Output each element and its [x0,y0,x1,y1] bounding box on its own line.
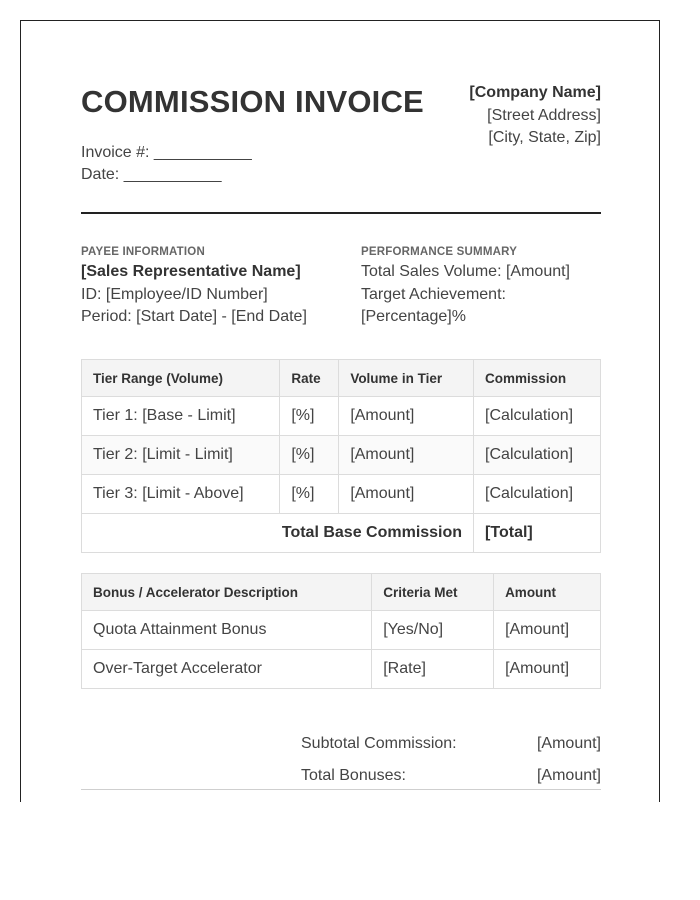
payee-heading: PAYEE INFORMATION [81,246,205,258]
volume-cell: [Amount] [339,475,474,514]
column-header: Bonus / Accelerator Description [82,574,372,611]
company-address-block [469,82,601,150]
volume-cell: [Amount] [339,397,474,436]
header-divider [81,212,601,214]
company-name: [Company Name] [469,84,601,101]
tier-range-cell: Tier 2: [Limit - Limit] [82,436,280,475]
total-bonuses-value: [Amount] [536,767,601,784]
performance-heading: PERFORMANCE SUMMARY [361,246,518,258]
invoice-number-field[interactable]: Invoice #: ___________ [81,144,252,161]
total-sales-volume: Total Sales Volume: [Amount] [361,263,570,280]
amount-cell: [Amount] [494,650,601,689]
subtotal-label: Subtotal Commission: [301,735,457,752]
rate-cell: [%] [280,475,339,514]
column-header: Amount [494,574,601,611]
commission-cell: [Calculation] [474,475,601,514]
bonuses-row [301,760,601,792]
commission-cell: [Calculation] [474,436,601,475]
column-header: Rate [280,360,339,397]
criteria-cell: [Yes/No] [372,611,494,650]
page-title: COMMISSION INVOICE [81,84,424,119]
payee-id: ID: [Employee/ID Number] [81,285,268,303]
target-achievement-label: Target Achievement: [361,285,506,303]
total-row [82,514,601,553]
table-header-row [82,574,601,611]
volume-cell: [Amount] [339,436,474,475]
payee-information [81,244,351,329]
payee-period: Period: [Start Date] - [End Date] [81,308,307,325]
company-city: [City, State, Zip] [488,129,601,146]
table-row [82,397,601,436]
invoice-date-field[interactable]: Date: ___________ [81,166,222,183]
criteria-cell: [Rate] [372,650,494,689]
performance-summary [361,244,611,329]
tier-range-cell: Tier 3: [Limit - Above] [82,475,280,514]
column-header: Criteria Met [372,574,494,611]
bonus-description-cell: Over-Target Accelerator [82,650,372,689]
rate-cell: [%] [280,436,339,475]
totals-summary [301,728,601,792]
bonus-description-cell: Quota Attainment Bonus [82,611,372,650]
column-header: Volume in Tier [339,360,474,397]
table-row [82,650,601,689]
table-row [82,611,601,650]
table-row [82,475,601,514]
column-header: Tier Range (Volume) [82,360,280,397]
total-base-commission-value: [Total] [474,514,601,553]
target-achievement-value: [Percentage]% [361,308,466,325]
column-header: Commission [474,360,601,397]
table-row [82,436,601,475]
subtotal-row [301,728,601,760]
commission-tier-table [81,359,601,553]
subtotal-value: [Amount] [536,735,601,752]
total-base-commission-label: Total Base Commission [82,514,474,553]
payee-name: [Sales Representative Name] [81,263,301,280]
bonus-table [81,573,601,689]
table-header-row [82,360,601,397]
total-bonuses-label: Total Bonuses: [301,767,406,784]
invoice-meta [81,142,252,186]
rate-cell: [%] [280,397,339,436]
commission-cell: [Calculation] [474,397,601,436]
tier-range-cell: Tier 1: [Base - Limit] [82,397,280,436]
company-street: [Street Address] [487,106,601,124]
summary-divider [81,789,601,790]
amount-cell: [Amount] [494,611,601,650]
